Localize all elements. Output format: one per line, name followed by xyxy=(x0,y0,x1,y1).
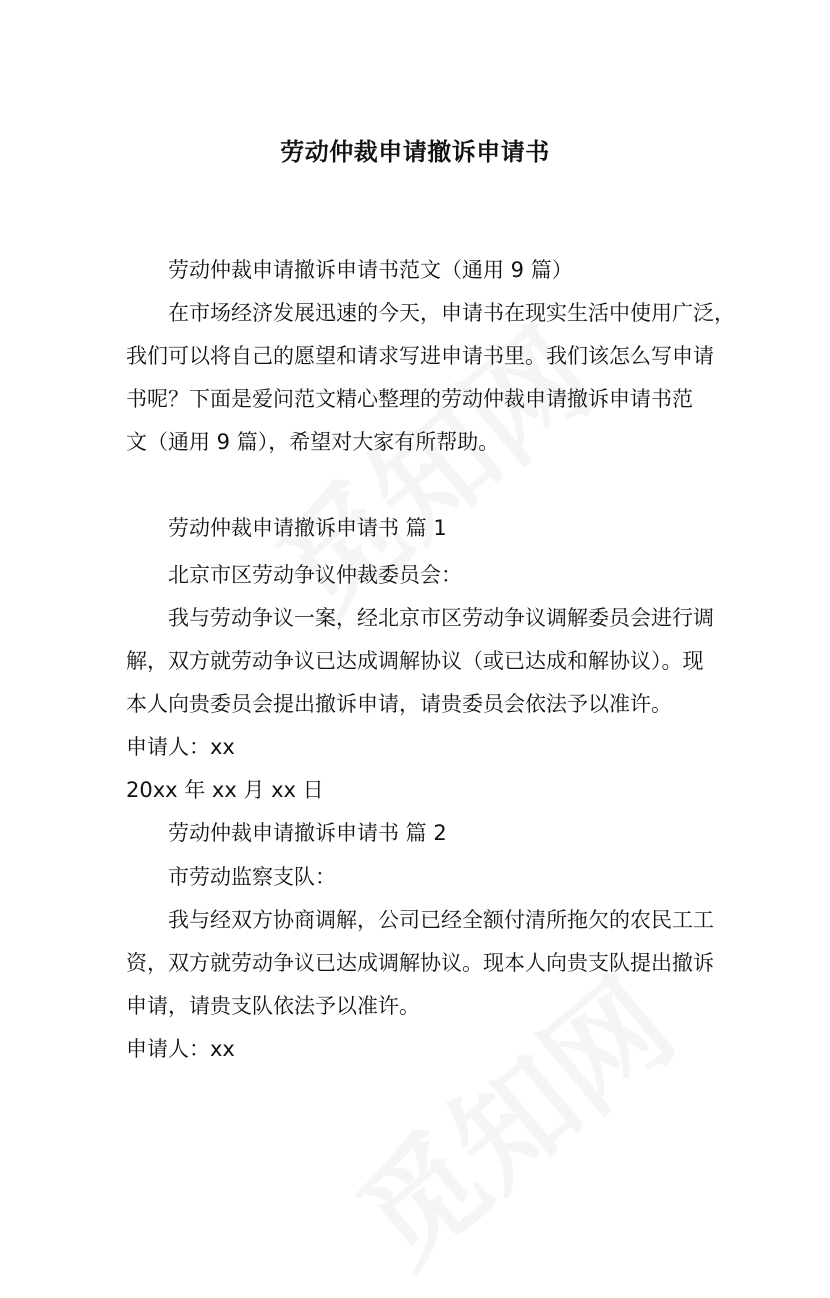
applicant-line: 申请人：xx xyxy=(126,735,235,759)
body-line: 解，双方就劳动争议已达成调解协议（或已达成和解协议）。现 xyxy=(126,649,704,673)
body-line: 我与劳动争议一案，经北京市区劳动争议调解委员会进行调 xyxy=(168,606,714,630)
date-line: 20xx 年 xx 月 xx 日 xyxy=(126,778,324,802)
subtitle-line: 劳动仲裁申请撤诉申请书范文（通用 9 篇） xyxy=(168,258,573,282)
body-line: 申请，请贵支队依法予以准许。 xyxy=(126,994,420,1018)
intro-line: 我们可以将自己的愿望和请求写进申请书里。我们该怎么写申请 xyxy=(126,344,714,368)
intro-line: 文（通用 9 篇），希望对大家有所帮助。 xyxy=(126,430,500,454)
section-heading: 劳动仲裁申请撤诉申请书 篇 1 xyxy=(168,516,447,540)
body-line: 本人向贵委员会提出撤诉申请，请贵委员会依法予以准许。 xyxy=(126,692,672,716)
document-title: 劳动仲裁申请撤诉申请书 xyxy=(280,138,550,166)
intro-line: 书呢？下面是爱问范文精心整理的劳动仲裁申请撤诉申请书范 xyxy=(126,387,693,411)
applicant-line: 申请人：xx xyxy=(126,1037,235,1061)
watermark xyxy=(237,284,623,647)
addressee: 市劳动监察支队： xyxy=(168,865,336,889)
section-heading: 劳动仲裁申请撤诉申请书 篇 2 xyxy=(168,821,447,845)
body-line: 资，双方就劳动争议已达成调解协议。现本人向贵支队提出撤诉 xyxy=(126,951,714,975)
watermark xyxy=(317,934,703,1297)
intro-line: 在市场经济发展迅速的今天，申请书在现实生活中使用广泛， xyxy=(168,301,735,325)
body-line: 我与经双方协商调解，公司已经全额付清所拖欠的农民工工 xyxy=(168,908,714,932)
addressee: 北京市区劳动争议仲裁委员会： xyxy=(168,563,462,587)
